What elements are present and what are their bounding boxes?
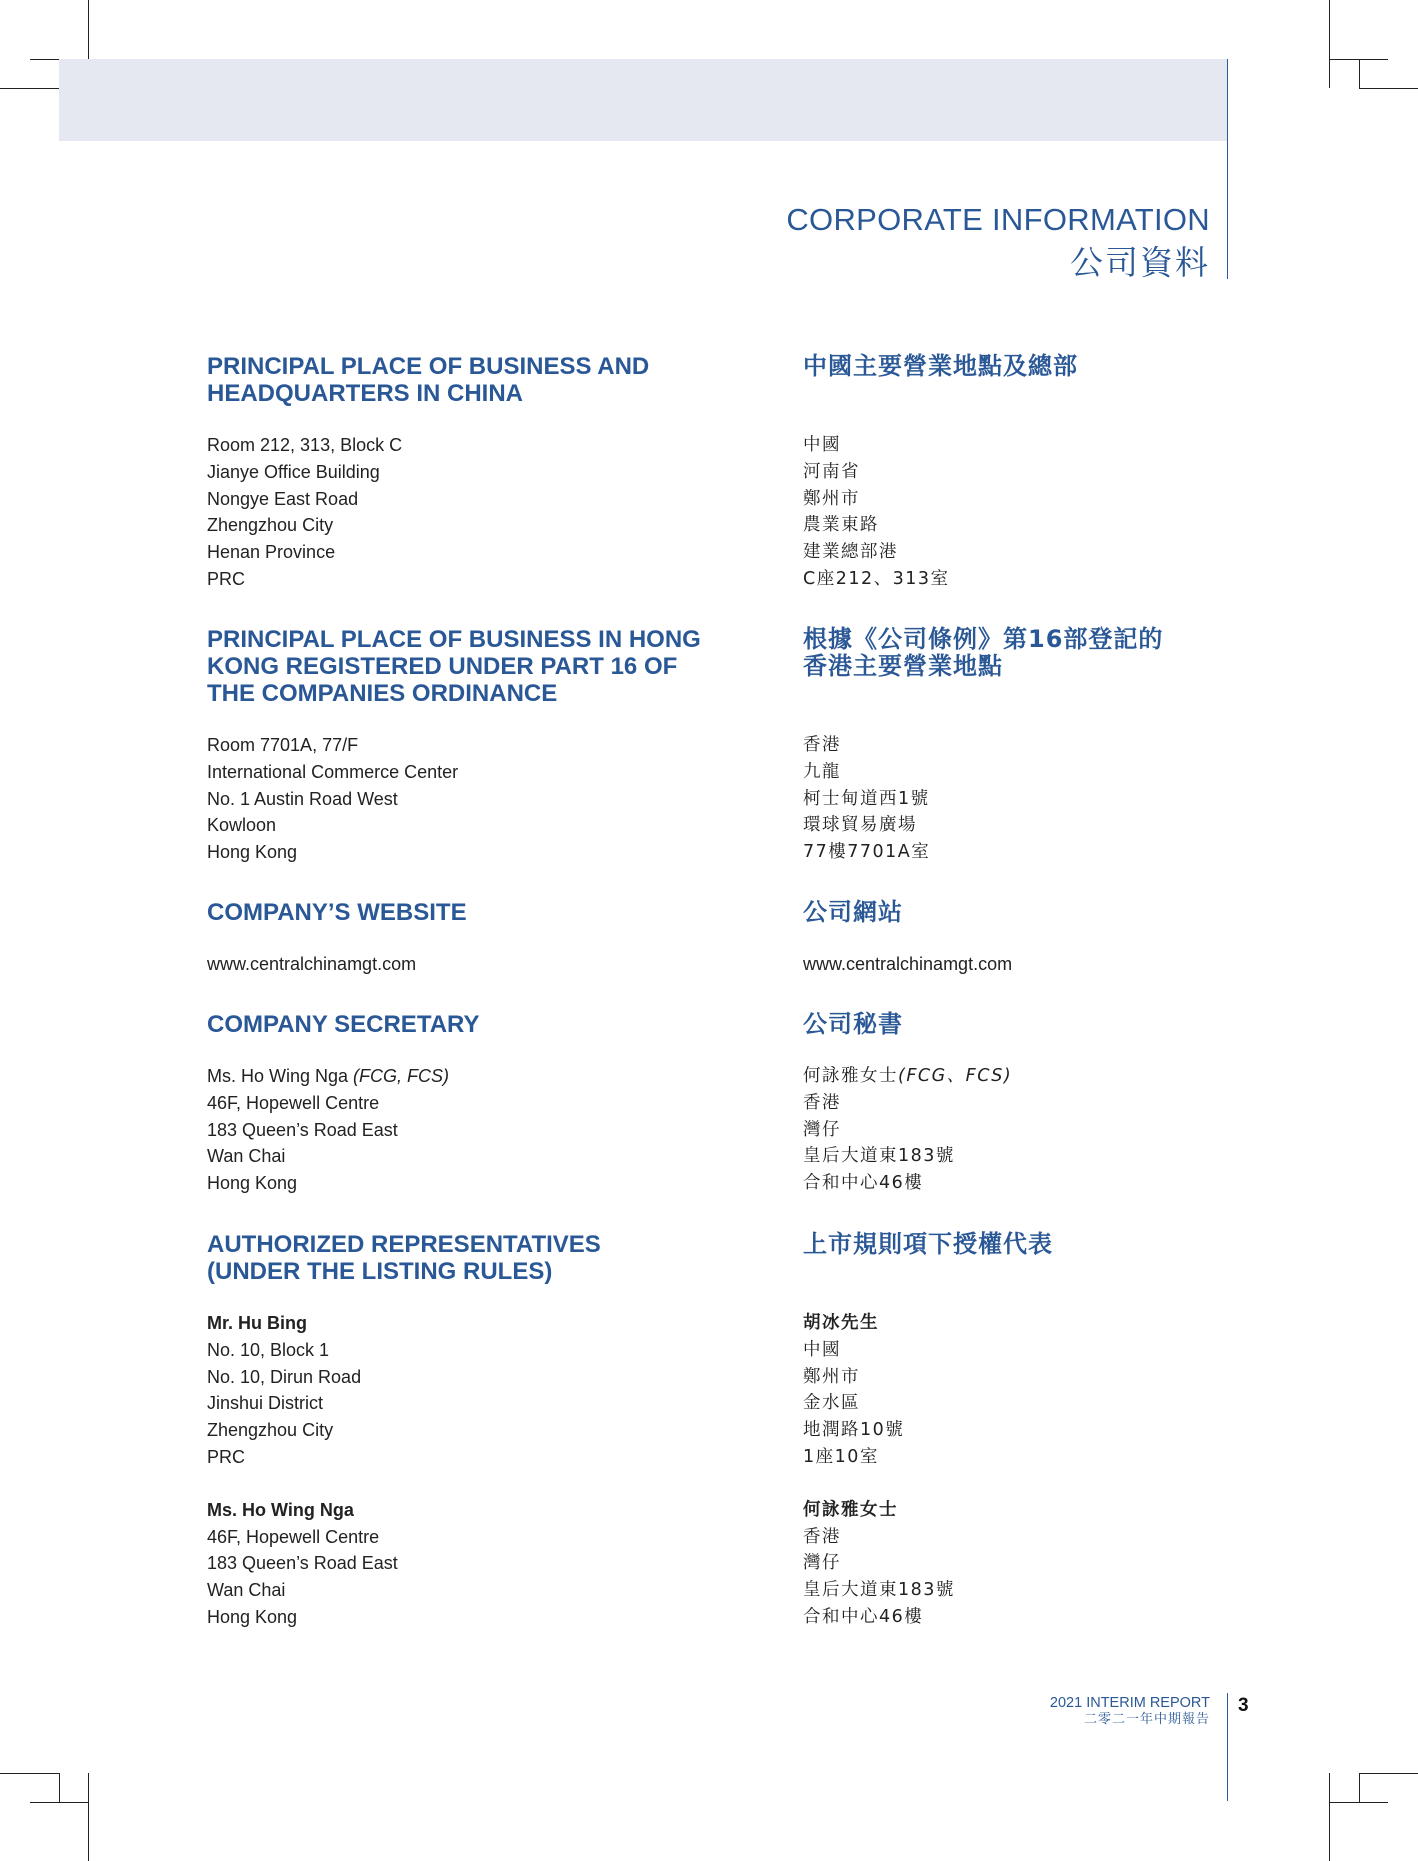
section-heading-en	[207, 1231, 767, 1285]
address-line: 金水區	[803, 1393, 860, 1414]
address-line: 河南省	[803, 461, 860, 482]
crop-mark	[0, 88, 59, 89]
representative-2-zh	[803, 1497, 1223, 1631]
address-line: 地潤路10號	[803, 1420, 905, 1441]
crop-mark	[1359, 1773, 1418, 1774]
heading-line: 香港主要營業地點	[803, 652, 1003, 680]
secretary-name-en	[207, 1063, 767, 1090]
heading-line: (UNDER THE LISTING RULES)	[207, 1258, 553, 1285]
address-line: Jinshui District	[207, 1393, 324, 1414]
address-line: 建業總部港	[803, 542, 898, 563]
crop-mark	[59, 1773, 60, 1802]
heading-line: 根據《公司條例》第16部登記的	[803, 625, 1164, 653]
address-line: Zhengzhou City	[207, 1420, 334, 1441]
address-line: 鄭州市	[803, 488, 860, 509]
address-line: Jianye Office Building	[207, 461, 380, 482]
crop-mark	[1329, 1802, 1388, 1803]
address-line: Hong Kong	[207, 842, 298, 863]
address-line: 合和中心46樓	[803, 1173, 924, 1194]
address-line: Wan Chai	[207, 1146, 286, 1167]
section-heading-en	[207, 899, 767, 926]
address-line: No. 10, Block 1	[207, 1339, 330, 1360]
crop-mark	[30, 1802, 88, 1803]
address-line: 灣仔	[803, 1553, 841, 1574]
header-vertical-rule	[1227, 59, 1228, 279]
crop-mark	[1359, 1773, 1360, 1802]
address-line: 183 Queen’s Road East	[207, 1119, 398, 1140]
heading-line: COMPANY SECRETARY	[207, 1011, 480, 1038]
section-heading-en	[207, 626, 767, 707]
address-line: Zhengzhou City	[207, 515, 334, 536]
secretary-name-zh	[803, 1063, 1223, 1090]
address-en	[207, 432, 767, 593]
address-line: PRC	[207, 568, 246, 589]
heading-line: 公司網站	[803, 898, 903, 926]
heading-line: COMPANY’S WEBSITE	[207, 899, 467, 926]
page-title-en: CORPORATE INFORMATION	[786, 202, 1210, 237]
address-line: 77樓7701A室	[803, 842, 931, 863]
page-number: 3	[1238, 1695, 1249, 1716]
address-line: 環球貿易廣場	[803, 815, 917, 836]
address-line: PRC	[207, 1446, 246, 1467]
section-heading-zh	[803, 353, 1223, 407]
address-line: 鄭州市	[803, 1366, 860, 1387]
heading-line: PRINCIPAL PLACE OF BUSINESS IN HONG	[207, 626, 701, 653]
representative-name: Mr. Hu Bing	[207, 1313, 307, 1333]
address-zh	[803, 432, 1223, 593]
address-line: 九龍	[803, 761, 841, 782]
address-line: No. 1 Austin Road West	[207, 788, 398, 809]
footer-report-zh: 二零二一年中期報告	[1083, 1712, 1210, 1727]
address-zh	[803, 1063, 1223, 1197]
address-line: 香港	[803, 735, 841, 755]
address-line: Room 7701A, 77/F	[207, 735, 359, 755]
crop-mark	[88, 1773, 89, 1861]
website-link-en[interactable]: www.centralchinamgt.com	[207, 954, 417, 974]
address-line: 灣仔	[803, 1119, 841, 1140]
section-heading-zh	[803, 899, 1223, 926]
address-line: Henan Province	[207, 542, 336, 563]
address-line: 中國	[803, 435, 841, 455]
crop-mark	[1329, 1773, 1330, 1861]
secretary-credentials: (FCG, FCS)	[353, 1066, 450, 1086]
section-heading-zh	[803, 1011, 1223, 1038]
address-en	[207, 1063, 767, 1197]
heading-line: AUTHORIZED REPRESENTATIVES	[207, 1231, 601, 1258]
representative-1-en	[207, 1310, 767, 1471]
footer-vertical-rule	[1227, 1693, 1228, 1801]
address-line: 1座10室	[803, 1446, 879, 1467]
address-line: Hong Kong	[207, 1173, 298, 1194]
address-line: 中國	[803, 1339, 841, 1360]
heading-line: PRINCIPAL PLACE OF BUSINESS AND	[207, 353, 650, 380]
address-line: Room 212, 313, Block C	[207, 435, 403, 455]
header-band	[59, 59, 1227, 141]
website-link-zh[interactable]: www.centralchinamgt.com	[803, 954, 1013, 974]
address-line: 香港	[803, 1526, 841, 1547]
address-line: Nongye East Road	[207, 488, 359, 509]
address-line: Wan Chai	[207, 1580, 286, 1601]
footer-report-en: 2021 INTERIM REPORT	[1049, 1695, 1210, 1711]
address-line: Hong Kong	[207, 1606, 298, 1627]
address-line: No. 10, Dirun Road	[207, 1366, 362, 1387]
address-line: 香港	[803, 1092, 841, 1113]
address-en	[207, 732, 767, 866]
address-line: 46F, Hopewell Centre	[207, 1526, 380, 1547]
address-line: 皇后大道東183號	[803, 1580, 955, 1601]
crop-mark	[1329, 0, 1330, 88]
address-line: 農業東路	[803, 515, 879, 536]
crop-mark	[1359, 59, 1360, 88]
footer-report-title	[1050, 1695, 1210, 1728]
page-title-zh: 公司資料	[1070, 243, 1210, 282]
address-line: 46F, Hopewell Centre	[207, 1092, 380, 1113]
representative-name: Ms. Ho Wing Nga	[207, 1499, 354, 1520]
section-heading-zh	[803, 1231, 1223, 1285]
secretary-credentials: (FCG、FCS)	[898, 1066, 1013, 1086]
crop-mark	[1329, 59, 1388, 60]
heading-line: KONG REGISTERED UNDER PART 16 OF	[207, 653, 678, 680]
page-title	[786, 198, 1210, 284]
section-heading-zh	[803, 626, 1223, 707]
section-heading-en	[207, 353, 767, 407]
address-line: 合和中心46樓	[803, 1606, 924, 1627]
secretary-name: 何詠雅女士	[803, 1066, 898, 1086]
representative-1-zh	[803, 1310, 1223, 1471]
address-line: 柯士甸道西1號	[803, 788, 930, 809]
address-zh	[803, 732, 1223, 866]
address-line: 皇后大道東183號	[803, 1146, 955, 1167]
address-line: C座212、313室	[803, 568, 950, 589]
heading-line: 中國主要營業地點及總部	[803, 352, 1078, 380]
representative-2-en	[207, 1497, 767, 1631]
address-line: Kowloon	[207, 815, 277, 836]
section-heading-en	[207, 1011, 767, 1038]
crop-mark	[1359, 88, 1418, 89]
heading-line: 上市規則項下授權代表	[803, 1230, 1053, 1258]
secretary-name: Ms. Ho Wing Nga	[207, 1066, 354, 1086]
representative-name: 何詠雅女士	[803, 1499, 898, 1520]
heading-line: THE COMPANIES ORDINANCE	[207, 680, 558, 707]
representative-name: 胡冰先生	[803, 1313, 879, 1333]
crop-mark	[0, 1773, 59, 1774]
address-line: 183 Queen’s Road East	[207, 1553, 398, 1574]
heading-line: HEADQUARTERS IN CHINA	[207, 380, 524, 407]
address-line: International Commerce Center	[207, 761, 459, 782]
heading-line: 公司秘書	[803, 1010, 903, 1038]
